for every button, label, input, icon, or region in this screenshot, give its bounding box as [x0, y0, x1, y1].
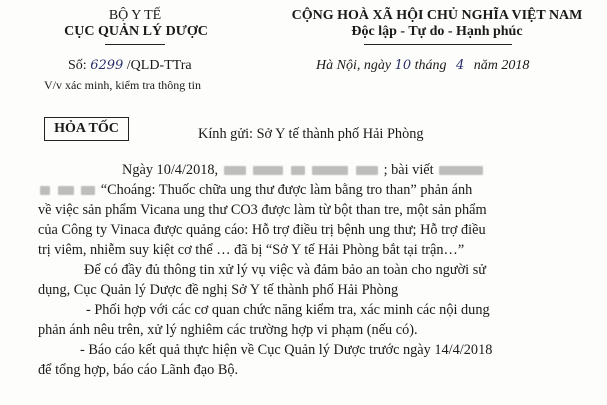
- date-day-handwritten: 10: [394, 58, 412, 73]
- national-motto: Độc lập - Tự do - Hạnh phúc: [351, 24, 523, 39]
- redaction-mark: [81, 186, 95, 195]
- redaction-mark: [439, 166, 483, 175]
- redaction-mark: [291, 166, 305, 175]
- agency-name: CỤC QUẢN LÝ DƯỢC: [64, 24, 208, 39]
- p1-line4: của Công ty Vinaca được quảng cáo: Hỗ trợ điều trị bệnh ung thư; Hỗ trợ điều: [38, 222, 486, 238]
- p3-line1: - Phối hợp với các cơ quan chức năng kiểm tra, xác minh các nội dung: [86, 302, 490, 318]
- redaction-mark: [312, 166, 348, 175]
- p1-start: Ngày 10/4/2018,: [122, 162, 219, 178]
- doc-no-suffix: /QLD-TTra: [126, 58, 192, 73]
- p2-line1: Để có đầy đủ thông tin xử lý vụ việc và đảm bảo an toàn cho người sử: [84, 262, 487, 278]
- subject-line: V/v xác minh, kiểm tra thông tin: [44, 78, 201, 92]
- redaction-mark: [58, 186, 74, 195]
- p2-line2: dụng, Cục Quản lý Dược đề nghị Sở Y tế thành phố Hải Phòng: [38, 282, 399, 298]
- motto-underline: [364, 44, 512, 45]
- redaction-mark: [40, 186, 50, 195]
- p4-line2: để tổng hợp, báo cáo Lãnh đạo Bộ.: [38, 362, 239, 378]
- recipient-line: Kính gửi: Sở Y tế thành phố Hải Phòng: [198, 126, 424, 142]
- ministry-name: BỘ Y TẾ: [108, 8, 162, 23]
- date-month-handwritten: 4: [456, 58, 465, 73]
- agency-underline: [105, 44, 165, 45]
- p1-line2: [38, 180, 586, 200]
- redaction-mark: [253, 166, 283, 175]
- body-content: [38, 160, 586, 380]
- p1-line1: [38, 160, 586, 180]
- republic-name: CỘNG HOÀ XÃ HỘI CHỦ NGHĨA VIỆT NAM: [291, 8, 583, 23]
- p1-quote: “Choáng: Thuốc chữa ung thư được làm bằng tro than” phản ánh: [100, 182, 473, 198]
- doc-no-handwritten: 6299: [90, 58, 124, 73]
- date-prefix: Hà Nội, ngày: [316, 58, 392, 73]
- p1-line5: trị viêm, nhiễm suy kiệt cơ thể … đã bị “Sở Y tế Hải Phòng bắt tại trận…”: [38, 242, 465, 258]
- document-number: [68, 58, 192, 74]
- date-month-label: tháng: [414, 58, 447, 73]
- p3-line2: phản ánh nêu trên, xử lý nghiêm các trường hợp vi phạm (nếu có).: [38, 322, 418, 338]
- date-year: năm 2018: [473, 58, 530, 73]
- doc-no-prefix: Số:: [68, 58, 87, 73]
- p1-line3: về việc sản phẩm Vicana ung thư CO3 được làm từ bột than tre, một sản phẩm: [38, 202, 487, 218]
- p1-after-redact: ; bài viết: [383, 162, 434, 178]
- p4-line1: - Báo cáo kết quả thực hiện về Cục Quản lý Dược trước ngày 14/4/2018: [80, 342, 493, 358]
- urgency-stamp: HỎA TỐC: [44, 117, 129, 141]
- issue-date: [316, 58, 529, 74]
- redaction-mark: [224, 166, 246, 175]
- redaction-mark: [356, 166, 378, 175]
